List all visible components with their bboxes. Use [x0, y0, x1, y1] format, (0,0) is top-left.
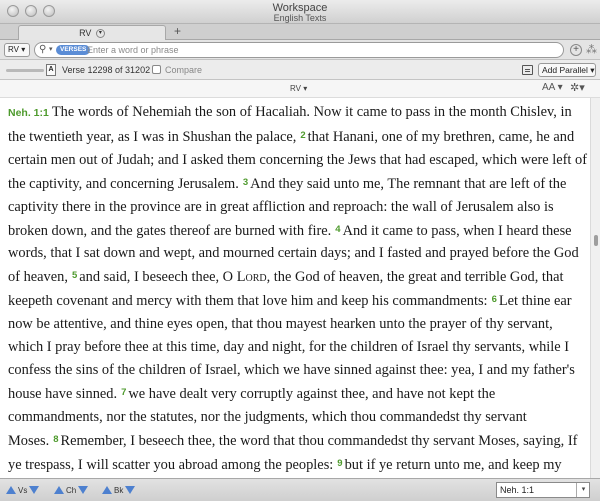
- verse-9: but if ye return unto me, and keep my: [344, 456, 562, 473]
- tab-rv[interactable]: [18, 25, 166, 40]
- tab-bar: [0, 24, 600, 40]
- search-field[interactable]: [34, 42, 564, 58]
- tree-icon[interactable]: ⁂: [586, 44, 597, 56]
- scrollbar-thumb[interactable]: [594, 235, 598, 246]
- verse-number-4[interactable]: 4: [335, 223, 341, 235]
- navigation-bar: [0, 60, 600, 80]
- chevron-down-icon[interactable]: ▾: [96, 29, 105, 38]
- font-size-icon[interactable]: AA ▾: [542, 82, 563, 93]
- verse-number-8[interactable]: 8: [53, 433, 59, 445]
- previous-book-icon[interactable]: [102, 486, 112, 494]
- search-input[interactable]: [87, 44, 547, 56]
- compare-checkbox[interactable]: [152, 65, 161, 74]
- verse-4: And it came to pass, when I heard these words, that I sat down and wept, and mourned certain days; and I fasted and prayed before the God of heaven,: [8, 222, 579, 286]
- tab-label: RV: [79, 28, 92, 38]
- verse-2: that Hanani, one of my brethren, came, he and certain men out of Judah; and I asked them concerning the Jews that had escaped, which were left of the captivity, and concerning Jerusalem.: [8, 128, 588, 192]
- book-navigation: [102, 484, 135, 496]
- panel-toggle-icon[interactable]: [522, 65, 533, 75]
- passage-reference[interactable]: Neh. 1:1: [8, 107, 49, 119]
- next-chapter-icon[interactable]: [78, 486, 88, 494]
- verse-number-3[interactable]: 3: [242, 176, 249, 188]
- add-parallel-dropdown[interactable]: Add Parallel ▾: [538, 63, 596, 77]
- verse-8: Remember, I beseech thee, the word that thou commandedst thy servant Moses, saying, If ye trespass, I will scatter you abroad among the peoples:: [8, 432, 578, 473]
- verse-number-7[interactable]: 7: [121, 386, 127, 398]
- search-bar: [0, 40, 600, 60]
- next-verse-icon[interactable]: [29, 486, 39, 494]
- slider-handle[interactable]: A: [46, 64, 56, 76]
- add-tab-button[interactable]: +: [174, 24, 182, 38]
- chevron-down-icon[interactable]: ▾: [576, 483, 590, 497]
- window-title: Workspace: [272, 2, 328, 14]
- chapter-nav-label: Ch: [66, 485, 77, 495]
- verse-1: The words of Nehemiah the son of Hacaliah. Now it came to pass in the month Chislev, in the twentieth year, as I was in Shushan the palace,: [8, 104, 572, 145]
- verse-nav-label: Vs: [18, 485, 28, 495]
- verse-position: Verse 12298 of 31202: [62, 65, 151, 75]
- reference-field[interactable]: [496, 482, 590, 498]
- verse-5-part-2: , the God of heaven, the great and terrible God, that keepeth covenant and mercy with them that love him and keep his commandments:: [8, 269, 564, 310]
- previous-verse-icon[interactable]: [6, 486, 16, 494]
- chevron-down-icon[interactable]: ▾: [49, 46, 53, 53]
- add-parallel-label: Add Parallel: [542, 65, 588, 75]
- font-size-slider[interactable]: [6, 69, 44, 72]
- version-selector[interactable]: RV ▾: [4, 43, 30, 57]
- font-size-label: AA: [542, 82, 555, 93]
- verse-3: And they said unto me, The remnant that are left of the captivity there in the province are in great affliction and reproach: the wall of Jerusalem also is broken down, and the gates thereof are burned with fire.: [8, 175, 567, 239]
- previous-chapter-icon[interactable]: [54, 486, 64, 494]
- divine-name-lord: Lord: [236, 269, 267, 286]
- text-version-label: RV: [290, 84, 301, 93]
- verse-6: Let thine ear now be attentive, and thine eyes open, that thou mayest hearken unto the prayer of thy servant, which I pray before thee at this time, day and night, for the children of Israel thy servants, while I confess the sins of the children of Israel, which we have sinned against thee: yea, I and my father's house have sinned.: [8, 293, 575, 402]
- compare-label: Compare: [165, 65, 203, 75]
- reference-input[interactable]: [500, 484, 572, 496]
- add-search-icon[interactable]: +: [570, 44, 582, 56]
- status-bar: [0, 478, 600, 501]
- search-icon[interactable]: ⚲: [39, 44, 47, 55]
- verse-number-6[interactable]: 6: [491, 294, 497, 306]
- verse-navigation: [6, 484, 39, 496]
- window-subtitle: English Texts: [273, 13, 327, 23]
- verse-5-part-1: and said, I beseech thee, O: [79, 269, 234, 286]
- verse-number-5[interactable]: 5: [71, 270, 78, 282]
- text-version-menu[interactable]: RV ▾: [290, 84, 308, 93]
- verse-7: we have dealt very corruptly against thee, and have not kept the commandments, nor the statutes, nor the judgments, which thou commandedst thy servant Moses.: [8, 385, 527, 449]
- chapter-navigation: [54, 484, 88, 496]
- passage-pane: [0, 98, 590, 478]
- search-scope-pill[interactable]: VERSES: [56, 45, 90, 55]
- gear-icon[interactable]: ✲▾: [570, 82, 585, 94]
- verse-number-9[interactable]: 9: [337, 457, 343, 469]
- book-nav-label: Bk: [114, 485, 124, 495]
- title-bar: [0, 0, 600, 24]
- verse-number-2[interactable]: 2: [300, 129, 306, 141]
- view-header: [0, 80, 600, 98]
- vertical-scrollbar[interactable]: [590, 98, 600, 478]
- version-selector-label: RV: [8, 45, 19, 54]
- passage-text: [0, 98, 590, 478]
- next-book-icon[interactable]: [125, 486, 135, 494]
